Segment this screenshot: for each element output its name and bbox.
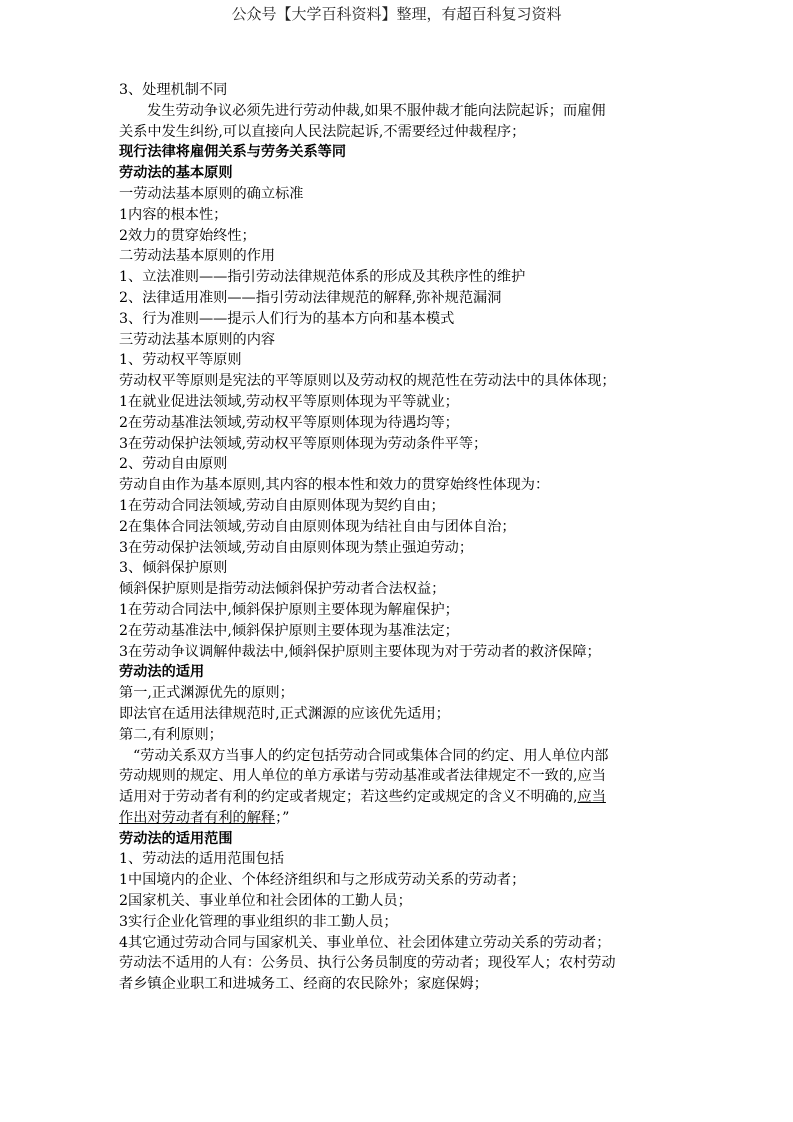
text-line: 1中国境内的企业、个体经济组织和与之形成劳动关系的劳动者；	[119, 872, 526, 889]
section-heading: 劳动法的适用	[119, 664, 205, 681]
text-line: 一劳动法基本原则的确立标准	[119, 185, 304, 202]
text-line: 3实行企业化管理的事业组织的非工勤人员；	[119, 913, 398, 930]
text-line: 关系中发生纠纷,可以直接向人民法院起诉,不需要经过仲裁程序；	[119, 123, 526, 140]
text-line: 2在集体合同法领域,劳动自由原则体现为结社自由与团体自治；	[119, 518, 516, 535]
text-line: 二劳动法基本原则的作用	[119, 248, 276, 265]
text-line: 1在劳动合同法中,倾斜保护原则主要体现为解雇保护；	[119, 601, 459, 618]
text-segment: 适用对于劳动者有利的约定或者规定；若这些约定或规定的含义不明确的,	[119, 789, 578, 806]
text-line: 2在劳动基准法中,倾斜保护原则主要体现为基准法定；	[119, 622, 459, 639]
text-line: 者乡镇企业职工和进城务工、经商的农民除外；家庭保姆；	[119, 976, 488, 993]
text-line: 2、法律适用准则——指引劳动法律规范的解释,弥补规范漏洞	[119, 289, 502, 306]
text-line: 3、处理机制不同	[119, 82, 228, 98]
text-line: 3在劳动争议调解仲裁法中,倾斜保护原则主要体现为对于劳动者的救济保障；	[119, 643, 601, 660]
document-body	[119, 80, 679, 995]
text-line: 3在劳动保护法领域,劳动自由原则体现为禁止强迫劳动；	[119, 539, 474, 556]
text-line: 2在劳动基准法领域,劳动权平等原则体现为待遇均等；	[119, 414, 459, 431]
underlined-text: 应当	[577, 789, 606, 806]
text-line	[119, 808, 679, 829]
text-line: 3、倾斜保护原则	[119, 560, 228, 577]
text-line: 劳动自由作为基本原则,其内容的根本性和效力的贯穿始终性体现为：	[119, 477, 550, 494]
text-line: 2、劳动自由原则	[119, 456, 228, 473]
text-line: 3在劳动保护法领域,劳动权平等原则体现为劳动条件平等；	[119, 435, 488, 452]
text-line: 1、劳动法的适用范围包括	[119, 851, 285, 868]
text-line: 第二,有利原则；	[119, 726, 223, 743]
text-line: “劳动关系双方当事人的约定包括劳动合同或集体合同的约定、用人单位内部	[133, 747, 609, 764]
text-line: 2效力的贯穿始终性；	[119, 227, 256, 244]
underlined-text: 作出对劳动者有利的解释	[119, 809, 276, 826]
text-line: 劳动权平等原则是宪法的平等原则以及劳动权的规范性在劳动法中的具体体现；	[119, 373, 616, 390]
text-line: 1在就业促进法领域,劳动权平等原则体现为平等就业；	[119, 393, 459, 410]
text-line: 1内容的根本性；	[119, 206, 228, 223]
text-line: 1、立法准则——指引劳动法律规范体系的形成及其秩序性的维护	[119, 269, 526, 286]
text-line: 2国家机关、事业单位和社会团体的工勤人员；	[119, 893, 412, 910]
text-line: 倾斜保护原则是指劳动法倾斜保护劳动者合法权益；	[119, 581, 446, 598]
section-heading: 现行法律将雇佣关系与劳务关系等同	[119, 144, 347, 161]
page-header: 公众号【大学百科资料】整理，有超百科复习资料	[231, 5, 562, 23]
text-line: 即法官在适用法律规范时,正式渊源的应该优先适用；	[119, 705, 450, 722]
text-line: 第一,正式渊源优先的原则；	[119, 685, 294, 702]
text-segment: ；”	[275, 809, 290, 826]
section-heading: 劳动法的适用范围	[119, 830, 233, 847]
text-line: 发生劳动争议必须先进行劳动仲裁,如果不服仲裁才能向法院起诉；而雇佣	[147, 102, 606, 119]
text-line: 4其它通过劳动合同与国家机关、事业单位、社会团体建立劳动关系的劳动者；	[119, 934, 611, 951]
text-line: 1在劳动合同法领域,劳动自由原则体现为契约自由；	[119, 497, 445, 514]
text-line: 劳动法不适用的人有：公务员、执行公务员制度的劳动者；现役军人；农村劳动	[119, 955, 616, 972]
text-line: 1、劳动权平等原则	[119, 352, 242, 369]
text-line	[119, 787, 679, 808]
text-line: 三劳动法基本原则的内容	[119, 331, 276, 348]
text-line: 劳动规则的规定、用人单位的单方承诺与劳动基准或者法律规定不一致的,应当	[119, 768, 606, 785]
text-line: 3、行为准则——提示人们行为的基本方向和基本模式	[119, 310, 455, 327]
section-heading: 劳动法的基本原则	[119, 165, 233, 182]
